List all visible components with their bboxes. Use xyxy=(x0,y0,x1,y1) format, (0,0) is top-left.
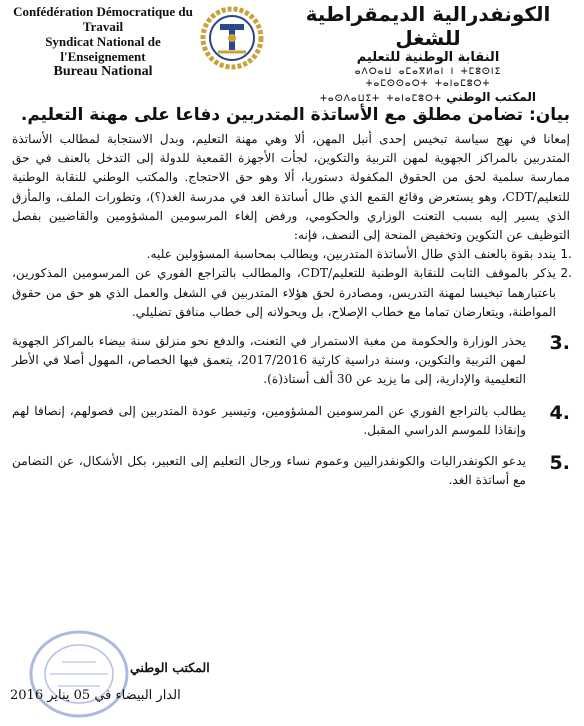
statement-date: الدار البيضاء في 05 يناير 2016 xyxy=(10,688,181,703)
union-name-ar: النقابة الوطنية للتعليم xyxy=(356,50,500,65)
item-number: .1 xyxy=(560,247,572,262)
item-number: .5 xyxy=(549,452,570,475)
item-text: يدعو الكونفدراليات والكونفدراليين وعموم نساء ورجال التعليم إلى التعبير، بكل الأشكال، عن التضامن مع أساتذة الغد. xyxy=(12,454,526,488)
list-item xyxy=(12,452,570,490)
item-text: يطالب بالتراجع الفوري عن المرسومين المشؤومين، وتيسير عودة المتدربين إلى فصولهم، إنصافا لهم وإنقاذا للموسم الدراسي المقبل. xyxy=(12,403,526,437)
list-item xyxy=(12,332,570,390)
item-text: يندد بقوة بالعنف الذي طال الأساتذة المتدربين، ويطالب بمحاسبة المسؤولين عليه. xyxy=(146,247,556,262)
union-logo-icon xyxy=(200,6,264,70)
tifinagh-line-1: ⴰⴷⵔⴰⵡ ⴰⵎⴰⴳⵍⴰⵏ ⵏ ⵜⵎⵓⵙⵏⵉ xyxy=(354,67,502,77)
item-number: .3 xyxy=(549,332,570,355)
item-text: يذكر بالموقف الثابت للنقابة الوطنية للتعليم/CDT، والمطالب بالتراجع الفوري عن المرسومين المذكورين، باعتبارهما تبخيسا لمهنة التدريس، ومصادرة لحق هؤلاء المتدربين في الشغل والعمل الذي هو حق من حقوق المواطنة، ويتعارضان تماما مع خطاب الإصلاح، بل ويحولانه إلى خطاب منافق تضليلي. xyxy=(12,266,556,319)
statement-title: بيان: تضامن مطلق مع الأساتذة المتدربين دفاعا على مهنة التعليم. xyxy=(20,105,570,125)
statement-body xyxy=(0,104,584,490)
confederation-name-ar: الكونفدرالية الديمقراطية للشغل xyxy=(305,2,551,50)
statement-intro: إمعانا في نهج سياسة تبخيس إحدى أنبل المهن، ألا وهي مهنة التعليم، وبدل الاستجابة لمطالب الأساتذة المتدربين بالمراكز الجهوية لمهن التربية والتكوين، لجأت الأجهزة القمعية للدولة إلى التدخل بالعنف في حق ممارسة سلمية لحق من الحقوق المكفولة دستوريا، ألا وهو حق الاحتجاج. والمكتب الوطني للنقابة الوطنية للتعليم/CDT، وهو يستعرض وقائع القمع الذي طال أساتذة الغد في مدرسة الغد(؟)، وتطورات الملف، والمأزق الذي يسير إليه بسبب التعنت الوزاري والحكومي، ورفض إلغاء المرسومين المشؤومين والقاضيين بفصل التوظيف عن التكوين وتخفيض المنحة إلى النصف، فإنه: xyxy=(12,132,570,243)
tifinagh-line-2: ⵜⴰⵎⵙⵙⴰⵔⵜ ⵜⴰⵏⴰⵎⵓⵔⵜ xyxy=(365,79,491,89)
item-number: .2 xyxy=(560,266,572,281)
tifinagh-line-3: ⵜⴰⵙⴷⴰⵡⵉⵜ ⵜⴰⵏⴰⵎⵓⵔⵜ xyxy=(320,94,442,104)
letterhead xyxy=(0,0,584,104)
arabic-letterhead xyxy=(278,2,578,107)
item-text: يحذر الوزارة والحكومة من مغبة الاستمرار في التعنت، والدفع نحو منزلق سنة بيضاء بالمراكز الجهوية لمهن التربية والتكوين، وسنة دراسية كارثية 2017/2016، يتعمق فيها الخصاص، المهول أصلا في الأطر التعليمية والإدارية، إلى ما يزيد عن 30 ألف أستاذ(ة). xyxy=(12,334,526,387)
list-item xyxy=(12,402,570,440)
french-letterhead xyxy=(8,4,198,79)
union-name-fr: Syndicat National de l'Enseignement xyxy=(45,34,161,64)
national-bureau-ar-label: المكتب الوطني xyxy=(446,90,536,104)
confederation-name-fr: Confédération Démocratique du Travail xyxy=(13,4,193,34)
signature: المكتب الوطني xyxy=(130,660,210,675)
list-item xyxy=(12,264,570,322)
item-number: .4 xyxy=(549,401,570,424)
list-item xyxy=(12,245,570,264)
demands-list xyxy=(0,245,584,490)
bureau-name-fr: Bureau National xyxy=(53,64,153,79)
bureau-stamp-icon xyxy=(28,628,130,720)
